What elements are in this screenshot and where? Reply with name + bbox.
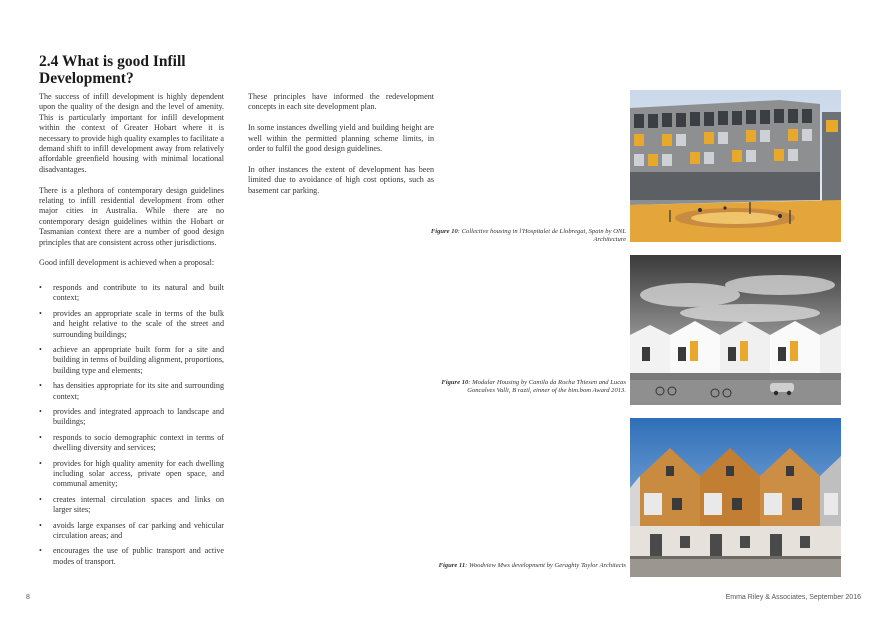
list-item bbox=[39, 407, 224, 428]
list-item bbox=[39, 345, 224, 376]
list-item-text: encourages the use of public transport and active modes of transport. bbox=[53, 546, 224, 566]
figure-caption bbox=[426, 379, 626, 396]
list-item bbox=[39, 459, 224, 490]
section-heading: 2.4 What is good Infill Development? bbox=[39, 53, 186, 87]
bullet-icon: • bbox=[39, 494, 42, 504]
figure-caption bbox=[426, 228, 626, 245]
figure-caption-text: : Collective housing in l'Hospitalet de Llobregat, Spain by ONL Architecture bbox=[457, 228, 626, 244]
list-item bbox=[39, 309, 224, 340]
footer-credit: Emma Riley & Associates, September 2016 bbox=[725, 594, 861, 601]
paragraph: These principles have informed the redevelopment concepts in each site development plan. bbox=[248, 92, 434, 112]
figure-caption-text: : Woodview Mws development by Geraghty Taylor Architects bbox=[465, 562, 626, 569]
modular-housing-photo bbox=[630, 255, 841, 405]
page-number: 8 bbox=[26, 594, 30, 601]
list-item-text: responds to socio demographic context in terms of dwelling diversity and services; bbox=[53, 432, 224, 453]
figure-caption bbox=[426, 562, 626, 570]
bullet-icon: • bbox=[39, 381, 42, 391]
list-item bbox=[39, 546, 224, 567]
left-text-column bbox=[39, 92, 224, 572]
woodview-mews-photo bbox=[630, 418, 841, 577]
paragraph: In other instances the extent of development has been limited due to avoidance of high cost options, such as basement car parking. bbox=[248, 164, 434, 195]
list-item-text: provides for high quality amenity for each dwelling including solar access, private open space, and communal amenity; bbox=[53, 458, 224, 489]
list-item bbox=[39, 283, 224, 304]
bullet-icon: • bbox=[39, 520, 42, 530]
paragraph: Good infill development is achieved when a proposal: bbox=[39, 258, 215, 268]
figure-label: Figure 11 bbox=[438, 562, 466, 569]
list-item bbox=[39, 495, 224, 516]
list-item bbox=[39, 433, 224, 454]
figure-label: Figure 10 bbox=[441, 379, 469, 386]
bullet-icon: • bbox=[39, 308, 42, 318]
paragraph: The success of infill development is highly dependent upon the quality of the design and the level of amenity. This is particularly important for infill development within the context of Greater Hobart where it is necessary to provide high quality examples to facilitate a demand shift to infill development away from relatively affordable greenfield housing with minimal locational disadvantages. bbox=[39, 92, 224, 174]
bullet-icon: • bbox=[39, 432, 42, 442]
list-item-text: responds and contribute to its natural and built context; bbox=[53, 282, 224, 303]
list-item-text: creates internal circulation spaces and links on larger sites; bbox=[53, 494, 224, 515]
paragraph: There is a plethora of contemporary design guidelines relating to infill residential development from other major cities in Australia. While there are no contemporary design guidelines within the Hobart or Tasmanian context there are a number of good design principles that are consistent across other jurisdictions. bbox=[39, 185, 224, 247]
middle-text-column bbox=[248, 92, 434, 206]
list-item bbox=[39, 521, 224, 542]
list-item-text: provides an appropriate scale in terms of the bulk and height relative to the scale of the street and surrounding buildings; bbox=[53, 308, 224, 339]
list-item-text: has densities appropriate for its site and surrounding context; bbox=[53, 381, 224, 401]
bullet-icon: • bbox=[39, 282, 42, 292]
bullet-icon: • bbox=[39, 406, 42, 416]
list-item bbox=[39, 381, 224, 402]
list-item-text: avoids large expanses of car parking and vehicular circulation areas; and bbox=[53, 520, 224, 540]
list-item-text: achieve an appropriate built form for a site and building in terms of building alignment, proportions, building type and elements; bbox=[53, 344, 224, 375]
design-principles-list bbox=[39, 283, 224, 567]
collective-housing-photo bbox=[630, 90, 841, 242]
list-item-text: provides and integrated approach to landscape and buildings; bbox=[53, 406, 224, 427]
figure-caption-text: : Modular Housing by Camila da Rocha Thiesen and Lucas Goncalves Valli, B razil, einner of the bim.bom Award 2013. bbox=[467, 379, 626, 395]
paragraph: In some instances dwelling yield and building height are well within the permitted planning scheme limits, in order to fulfil the good design guidelines. bbox=[248, 123, 434, 154]
bullet-icon: • bbox=[39, 344, 42, 354]
bullet-icon: • bbox=[39, 546, 42, 556]
bullet-icon: • bbox=[39, 458, 42, 468]
figure-label: Figure 10 bbox=[430, 228, 458, 235]
